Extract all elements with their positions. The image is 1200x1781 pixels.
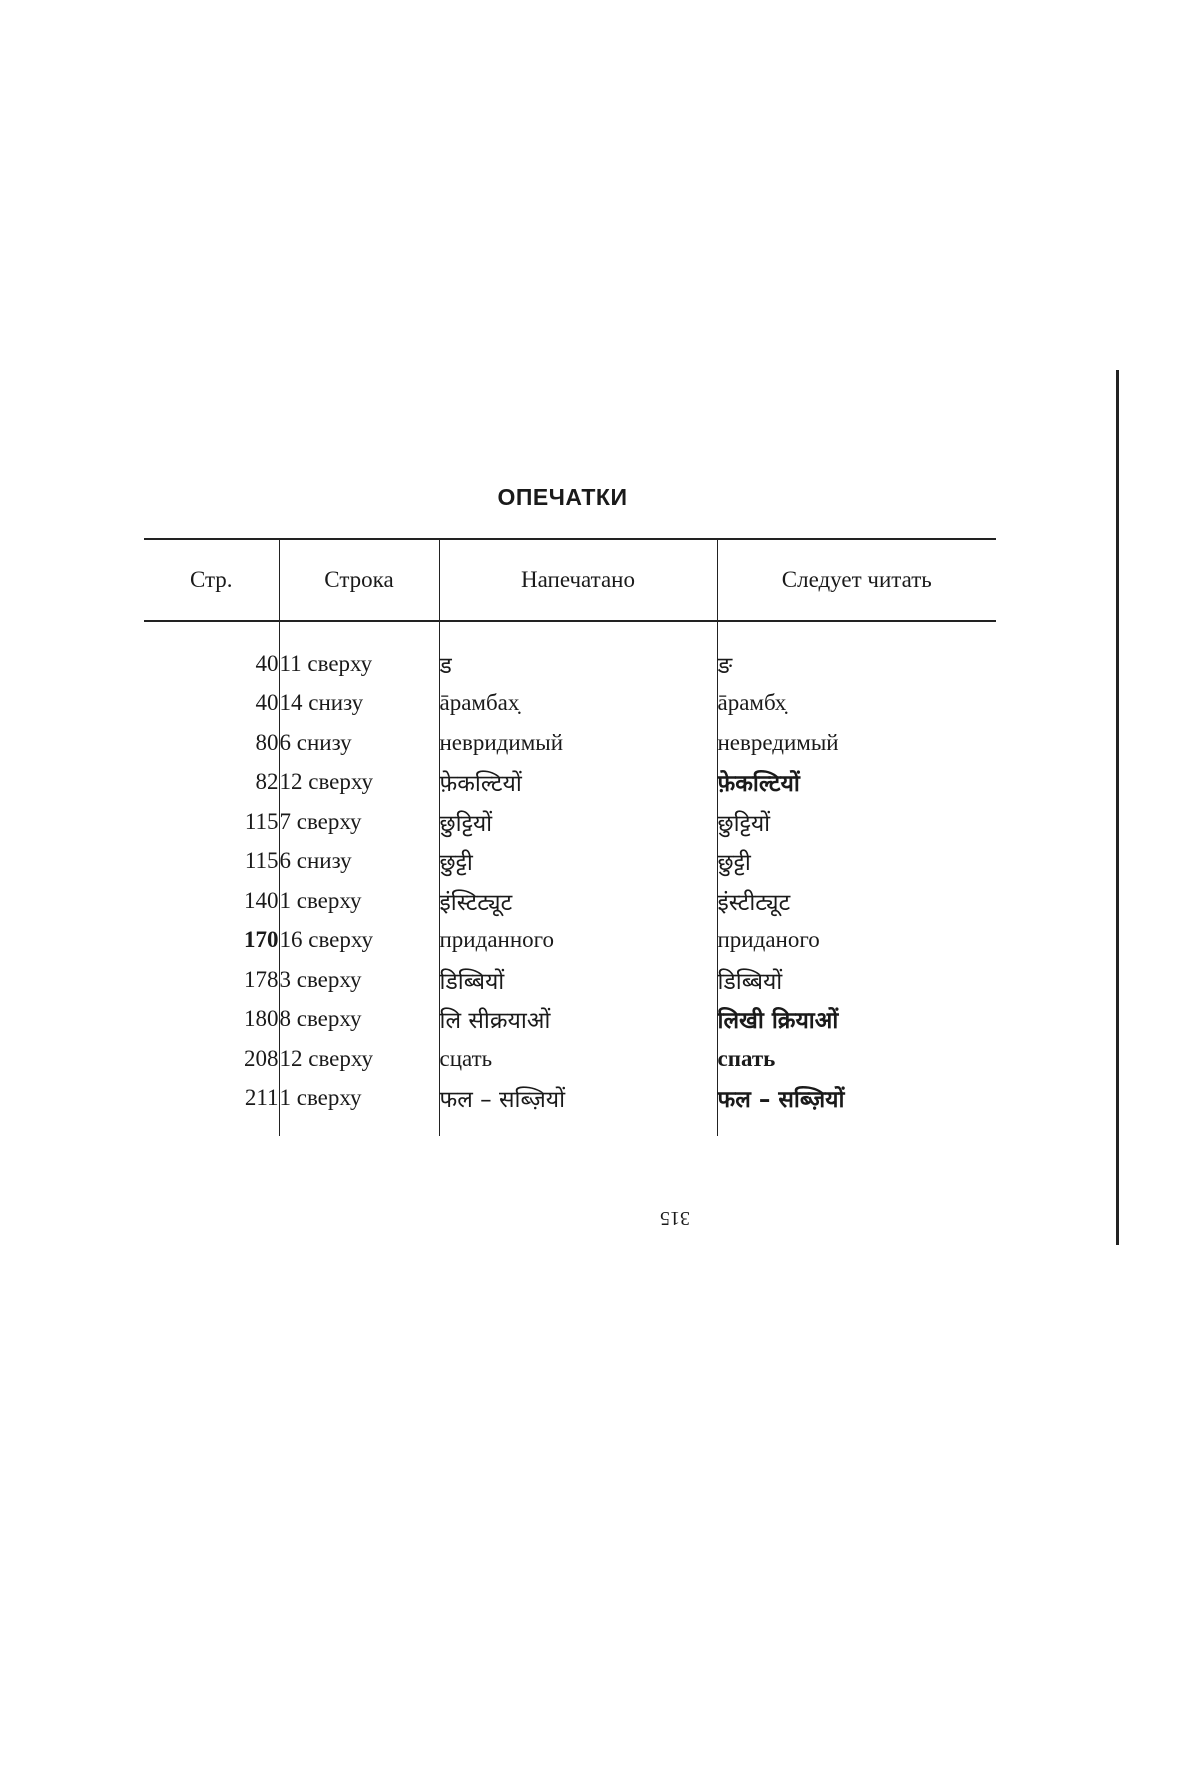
- cell-page: 180: [244, 1006, 279, 1032]
- cell-line: 1 сверху: [279, 881, 439, 921]
- header-line: Строка: [279, 539, 439, 621]
- table-row: [144, 723, 996, 763]
- table-row: [144, 921, 996, 961]
- cell-printed: сцать: [439, 1039, 717, 1079]
- cell-line: 6 снизу: [279, 842, 439, 882]
- table-row: [144, 1000, 996, 1040]
- cell-printed: छुट्टियों: [439, 802, 717, 842]
- cell-line: 6 снизу: [279, 723, 439, 763]
- table-row: [144, 763, 996, 803]
- cell-printed: āрамбах̣: [439, 684, 717, 724]
- table-row: [144, 1079, 996, 1119]
- page-title: ОПЕЧАТКИ: [497, 484, 628, 510]
- cell-should-read: спать: [717, 1039, 996, 1079]
- cell-should-read: लिखी क्रियाओं: [717, 1000, 996, 1040]
- cell-page: 115: [244, 808, 279, 834]
- cell-page: 80: [255, 729, 279, 755]
- header-should-read: Следует читать: [717, 539, 996, 621]
- cell-line: 3 сверху: [279, 960, 439, 1000]
- cell-printed: невридимый: [439, 723, 717, 763]
- cell-should-read: डिब्बियों: [717, 960, 996, 1000]
- table-row: [144, 842, 996, 882]
- header-row: [144, 539, 996, 621]
- table-spacer: [144, 621, 996, 644]
- cell-line: 12 сверху: [279, 763, 439, 803]
- cell-page: 178: [244, 966, 279, 992]
- cell-should-read: āрамбх̣: [717, 684, 996, 724]
- header-page: Стр.: [189, 567, 233, 592]
- errata-table-body: [144, 621, 996, 1136]
- cell-should-read: невредимый: [717, 723, 996, 763]
- cell-printed: इंस्टिट्यूट: [439, 881, 717, 921]
- cell-should-read: छुट्टियों: [717, 802, 996, 842]
- cell-page: 40: [255, 690, 279, 716]
- cell-should-read: ङ: [717, 644, 996, 684]
- cell-page: 208: [244, 1045, 279, 1071]
- header-printed: Напечатано: [439, 539, 717, 621]
- cell-printed: लि सीक्रयाओं: [439, 1000, 717, 1040]
- cell-line: 14 снизу: [279, 684, 439, 724]
- cell-should-read: फल – सब्ज़ियों: [717, 1079, 996, 1119]
- table-row: [144, 960, 996, 1000]
- cell-printed: ड: [439, 644, 717, 684]
- cell-line: 12 сверху: [279, 1039, 439, 1079]
- cell-line: 8 сверху: [279, 1000, 439, 1040]
- table-row: [144, 684, 996, 724]
- table-row: [144, 644, 996, 684]
- cell-should-read: फ़ेकल्टियों: [717, 763, 996, 803]
- cell-should-read: इंस्टीट्यूट: [717, 881, 996, 921]
- errata-table: [144, 538, 996, 1136]
- cell-printed: फ़ेकल्टियों: [439, 763, 717, 803]
- cell-page: 40: [255, 650, 279, 676]
- cell-printed: फल – सब्ज़ियों: [439, 1079, 717, 1119]
- cell-printed: छुट्टी: [439, 842, 717, 882]
- cell-page: 115: [244, 848, 279, 874]
- table-spacer: [144, 1118, 996, 1136]
- cell-printed: डिब्बियों: [439, 960, 717, 1000]
- table-row: [144, 802, 996, 842]
- cell-page: 140: [244, 887, 279, 913]
- cell-line: 1 сверху: [279, 1079, 439, 1119]
- cell-line: 7 сверху: [279, 802, 439, 842]
- errata-table-header: [144, 539, 996, 621]
- table-row: [144, 1039, 996, 1079]
- page-number: 315: [660, 1207, 690, 1229]
- cell-line: 11 сверху: [279, 644, 439, 684]
- cell-printed: приданного: [439, 921, 717, 961]
- cell-page: 82: [255, 769, 279, 795]
- cell-should-read: приданого: [717, 921, 996, 961]
- cell-page: 170: [244, 927, 279, 953]
- cell-should-read: छुट्टी: [717, 842, 996, 882]
- table-row: [144, 881, 996, 921]
- cell-line: 16 сверху: [279, 921, 439, 961]
- cell-page: 211: [244, 1085, 279, 1111]
